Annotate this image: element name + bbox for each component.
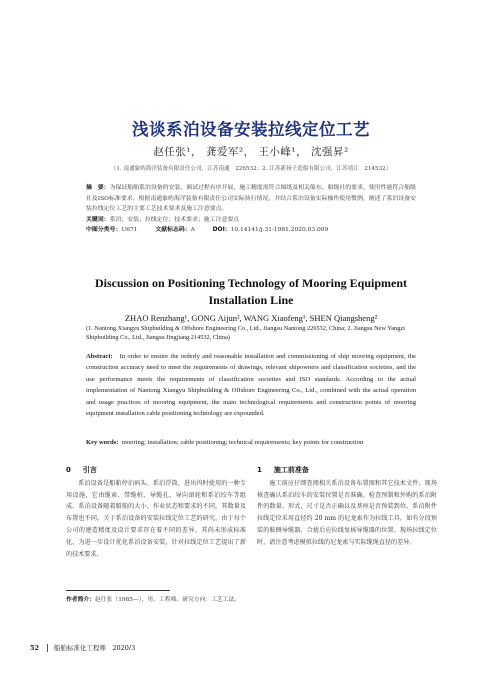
en-keywords-text: mooring; installation; cable positioning; technical requirements; key points for construction [121,439,364,446]
en-title-line1: Discussion on Positioning Technology of Mooring Equipment [94,276,408,290]
en-title [0,275,502,309]
footnote-text: 赵任张（1985—），男，工程师。研究方向：工艺工法。 [95,597,241,603]
left-column [66,465,246,560]
prep-paragraph: 施工前应仔细查阅相关系泊设备布置图和其它技术文件。现场核查确认系泊绞车的安装位置是否准确。检查预制和外购的系泊附件的数量、形式、尺寸是否正确以及基座是否预装到位。系泊附件拉线定位采用直径约 20 mm 的尼龙索作为拉线工具。如有分段预装的舷侧导缆器，合拢后应拉线复核导缆器的位置。现场拉线定位时，请注意考虑模拟拉线的尼龙索与实际缆绳直径的差异。 [257,479,437,546]
en-title-line2: Installation Line [208,293,294,307]
doccode-label: 文献标志码： [155,227,191,234]
cn-keywords-text: 系泊；安装；拉线定位；技术要求；施工注意要点 [109,216,240,223]
classification-label: 中图分类号： [86,227,122,234]
en-keywords [86,439,422,446]
cn-keywords [86,215,416,226]
cn-affiliation: （1. 南通象屿海洋装备有限责任公司，江苏南通 226532；2. 江苏新扬子造船有限公司，江苏靖江 214532） [110,166,392,172]
en-authors: ZHAO Renzhang¹, GONG Aijun², WANG Xiaofeng¹, SHEN Qiangsheng² [124,313,378,323]
en-abstract-label: Abstract: [86,353,113,360]
page-number: 52 [30,644,40,652]
cn-abstract [86,183,416,215]
cn-keywords-label: 关键词： [86,216,110,223]
en-affiliation: (1. Nantong Xiangyu Shipbuilding & Offshore Engineering Co., Ltd., Jiangsu Nantong 226532, China; 2. Jiangsu New Yangzi Shipbuilding Co., Ltd., Jiangsu Jingjiang 214532, China) [86,325,405,341]
footnote-label: 作者简介： [66,597,95,603]
en-abstract [86,351,416,419]
cn-metadata [86,225,416,236]
right-column [257,465,437,549]
page-footer [30,643,470,652]
section-title: 引言 [82,466,97,474]
footnote-divider [66,590,170,591]
cn-abstract-label: 摘 要： [86,185,110,191]
en-keywords-label: Key words: [86,439,119,446]
intro-paragraph: 系泊设备是船舶停泊码头、系泊浮筒、进出坞时使用的一种专用设施，它由缆索、带缆桩、导缆孔、导向滚轮和系泊绞车等组成。系泊设备随着船舶的大小、作业状态和要求的不同，其数量及布置也不同。关于系泊设备的安装拉线定位工艺的研究，由于每个公司的建造精度及设计要求存在着不同的差异，其尚未形成标准化，为进一步设计优化系泊设备安装，针对拉线定位工艺提出了新的技术要求。 [66,479,246,558]
doccode-value: A [190,227,195,234]
section-heading-prep [257,465,437,477]
doi-label: DOI： [212,227,231,234]
cn-abstract-block [86,183,416,236]
section-number: 0 [66,466,71,474]
cn-authors: 赵任张¹， 龚爱军²， 王小峰¹， 沈强昇² [153,146,349,158]
doi-value: 10.14141/j.31-1981.2020.03.009 [230,227,329,234]
journal-name: 船舶标准化工程师 2020/3 [53,644,136,652]
classification-value: U671 [121,227,138,234]
section-heading-intro [66,465,246,477]
section-number: 1 [257,466,262,474]
cn-abstract-text: 为保证船舶系泊设备的安装、调试过程有序开展，施工精度需符合图纸及相关船东、船级社的要求，使用性能符合船级社及ISO标准要求。根据南通象屿海洋装备有限责任公司实际执行情况，并结合系泊设备实际操作使用惯例，阐述了系泊设备安装拉线定位工艺的主要工艺技术要求及施工注意要点。 [86,185,417,213]
footer-divider [47,644,48,652]
section-title: 施工前准备 [273,466,309,474]
author-footnote [66,594,406,603]
en-abstract-text: In order to ensure the orderly and reasonable installation and commissioning of ship mooring equipment, the construction accuracy need to meet the requirements of drawings, relevant shipowners and classification societies, and the use performance meets the requirements of classification societies and ISO standards. According to the actual implementation of Nantong Xiangyu Shipbuilding & Offshore Engineering Co., Ltd., combined with the actual operation and usage practices of mooring equipment, the main technological requirements and construction points of mooring equipment installation cable positioning technology are expounded. [86,353,416,418]
cn-title: 浅谈系泊设备安装拉线定位工艺 [132,120,370,139]
